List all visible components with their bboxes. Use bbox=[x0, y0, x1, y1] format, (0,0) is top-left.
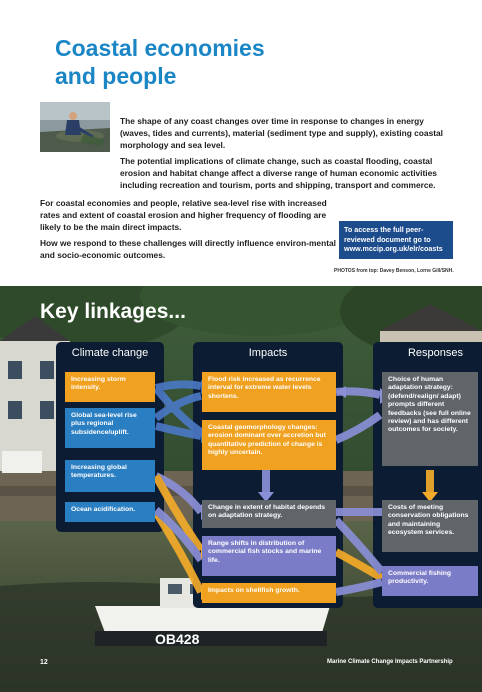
impact-item-habitat: Change in extent of habitat depends on adaptation strategy. bbox=[202, 500, 336, 528]
footer-organization: Marine Climate Change Impacts Partnership bbox=[327, 659, 453, 665]
key-linkages-title: Key linkages... bbox=[40, 300, 186, 323]
climate-item-acidification: Ocean acidification. bbox=[65, 502, 155, 522]
photo-credits: PHOTOS from top: Davey Benson, Lorne Gill/SNH. bbox=[334, 268, 454, 274]
impact-item-geomorphology: Coastal geomorphology changes: erosion dominant over accretion but quantitative prediction of change is highly uncertain. bbox=[202, 420, 336, 470]
responses-heading: Responses bbox=[407, 347, 464, 359]
impact-item-shellfish: Impacts on shellfish growth. bbox=[202, 583, 336, 603]
arrow-shellfish-to-fishing bbox=[336, 582, 382, 592]
response-item-adaptation: Choice of human adaptation strategy: (defend/realign/ adapt) prompts different feedbacks (see full online review) and has different outcomes for society. bbox=[382, 372, 478, 466]
climate-item-sea-level: Global sea-level rise plus regional subsidence/uplift. bbox=[65, 408, 155, 448]
impacts-heading: Impacts bbox=[248, 347, 288, 359]
arrow-storm-to-flood bbox=[156, 384, 201, 388]
page-number: 12 bbox=[40, 659, 48, 666]
intro-paragraph-2: The potential implications of climate change, such as coastal flooding, coastal erosion and habitat change affect a diverse range of human economic activities including recreation and tourism, ports and shipping, transport and commerce. bbox=[120, 156, 437, 190]
impact-item-flood-risk: Flood risk increased as recurrence interval for extreme water levels shortens. bbox=[202, 372, 336, 412]
page-title-line-1: Coastal economies bbox=[55, 35, 265, 61]
response-item-fishing: Commercial fishing productivity. bbox=[382, 566, 478, 596]
response-item-conservation-costs: Costs of meeting conservation obligations and maintaining ecosystem services. bbox=[382, 500, 478, 552]
intro-paragraph-4: How we respond to these challenges will directly influence environ-mental and socio-economic outcomes. bbox=[40, 238, 336, 260]
full-review-callout[interactable]: To access the full peer-reviewed document go to www.mccip.org.uk/elr/coasts bbox=[339, 221, 453, 259]
arrow-geomorph-to-adaptation bbox=[336, 415, 380, 440]
intro-paragraph-1: The shape of any coast changes over time in response to changes in energy (waves, tides and currents), material (sediment type and supply), existing coastal morphology and sea level. bbox=[120, 116, 443, 150]
intro-paragraph-3: For coastal economies and people, relative sea-level rise with increased rates and extent of coastal erosion and higher frequency of flooding are likely to be the main direct impacts. bbox=[40, 198, 327, 232]
impact-item-range-shifts: Range shifts in distribution of commercial fish stocks and marine life. bbox=[202, 536, 336, 576]
climate-change-heading: Climate change bbox=[71, 347, 149, 359]
climate-item-storm: Increasing storm intensity. bbox=[65, 372, 155, 402]
page-title-line-2: and people bbox=[55, 63, 177, 89]
boat-registration-label: OB428 bbox=[155, 631, 200, 647]
climate-item-temperature: Increasing global temperatures. bbox=[65, 460, 155, 492]
